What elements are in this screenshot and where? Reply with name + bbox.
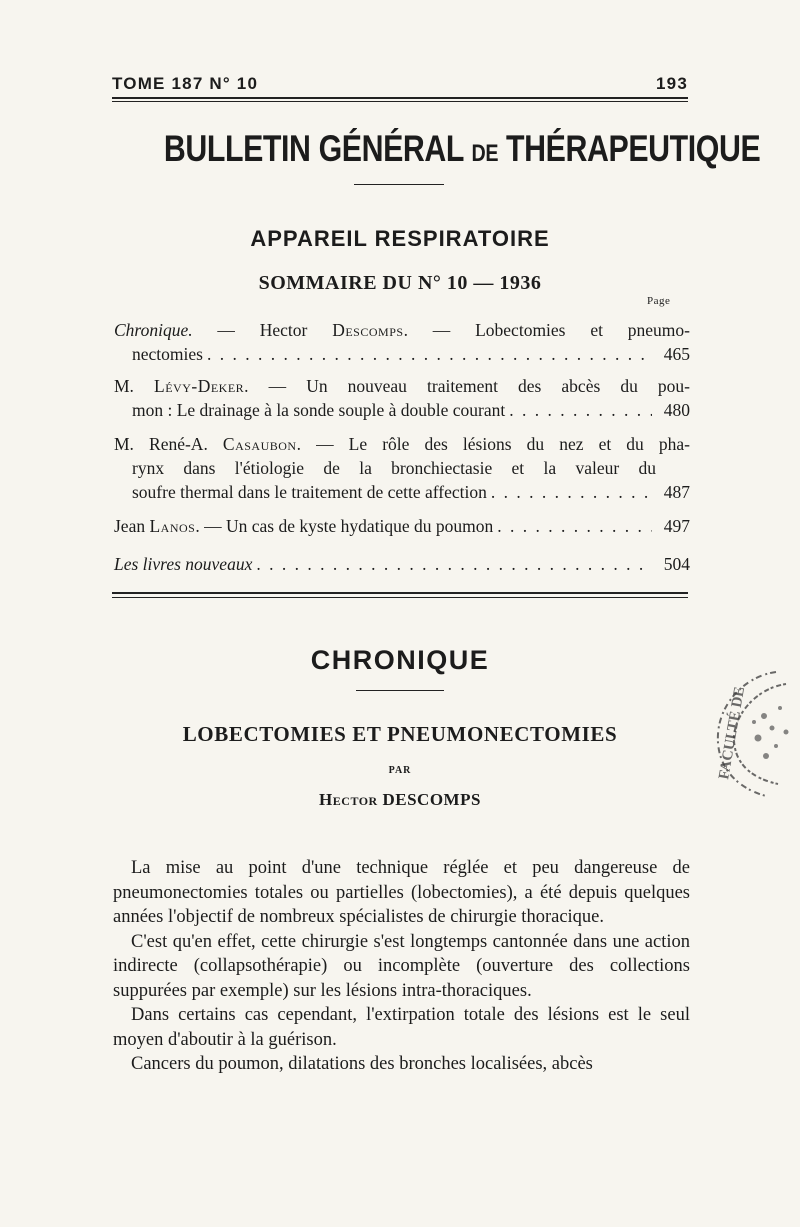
toc-entry: Jean Lanos. — Un cas de kyste hydatique du poumon . . . 497 — [114, 514, 690, 538]
toc-entry: Les livres nouveaux . . . 504 — [114, 552, 690, 576]
section-title: APPAREIL RESPIRATOIRE — [250, 226, 550, 251]
page-column-label: Page — [647, 295, 671, 307]
toc-page-number: 487 — [663, 482, 690, 502]
paragraph: Dans certains cas cependant, l'extirpation totale des lésions est le seul moyen d'aboutir à la guérison. — [113, 1005, 690, 1050]
article-body — [113, 856, 690, 1077]
stamp-lettering: FACULTÉ DE — [716, 685, 749, 781]
toc-entry: Chronique. — Hector Descomps. — Lobectomies et pneumo- nectomies . . . 465 — [114, 318, 690, 366]
toc-entry: M. Lévy-Deker. — Un nouveau traitement des abcès du pou- mon : Le drainage à la sonde souple à double courant . . . 480 — [114, 374, 690, 422]
running-head — [112, 74, 688, 94]
article-title: LOBECTOMIES ET PNEUMONECTOMIES — [182, 722, 618, 746]
summary-title: SOMMAIRE DU N° 10 — 1936 — [258, 272, 542, 294]
volume-number: TOME 187 N° 10 — [112, 74, 259, 93]
paragraph: La mise au point d'une technique réglée et peu dangereuse de pneumonectomies totales ou partielles (lobectomies), a été depuis quelques années l'objectif de nombreux spécialistes de chirurgie thoracique. — [113, 858, 690, 927]
toc-page-number: 465 — [663, 344, 690, 364]
paragraph: Cancers du poumon, dilatations des bronches localisées, abcès — [131, 1054, 593, 1074]
library-stamp — [706, 662, 800, 812]
by-label: PAR — [388, 765, 412, 776]
author-name: Hector DESCOMPS — [319, 790, 481, 809]
toc-page-number: 497 — [663, 516, 690, 536]
header-rule — [112, 97, 688, 102]
summary-rule — [112, 592, 688, 598]
chronique-heading: CHRONIQUE — [310, 645, 490, 675]
toc-page-number: 480 — [663, 400, 690, 420]
toc-page-number: 504 — [663, 554, 690, 574]
paragraph: C'est qu'en effet, cette chirurgie s'est longtemps cantonnée dans une action indirecte (collapsothérapie) ou incomplète (ouverture des collections suppurées par exemple) sur les lésions intra-thoraciques. — [113, 931, 690, 1001]
chronique-divider — [356, 690, 444, 691]
toc-entry: M. René-A. Casaubon. — Le rôle des lésions du nez et du pha- rynx dans l'étiologie de la bronchiectasie et la valeur du soufre thermal dans le traitement de cette affection . . . 487 — [114, 432, 690, 504]
title-divider — [354, 184, 444, 185]
page-number: 193 — [656, 74, 688, 93]
journal-title: BULLETIN GÉNÉRAL DE THÉRAPEUTIQUE — [163, 128, 761, 169]
